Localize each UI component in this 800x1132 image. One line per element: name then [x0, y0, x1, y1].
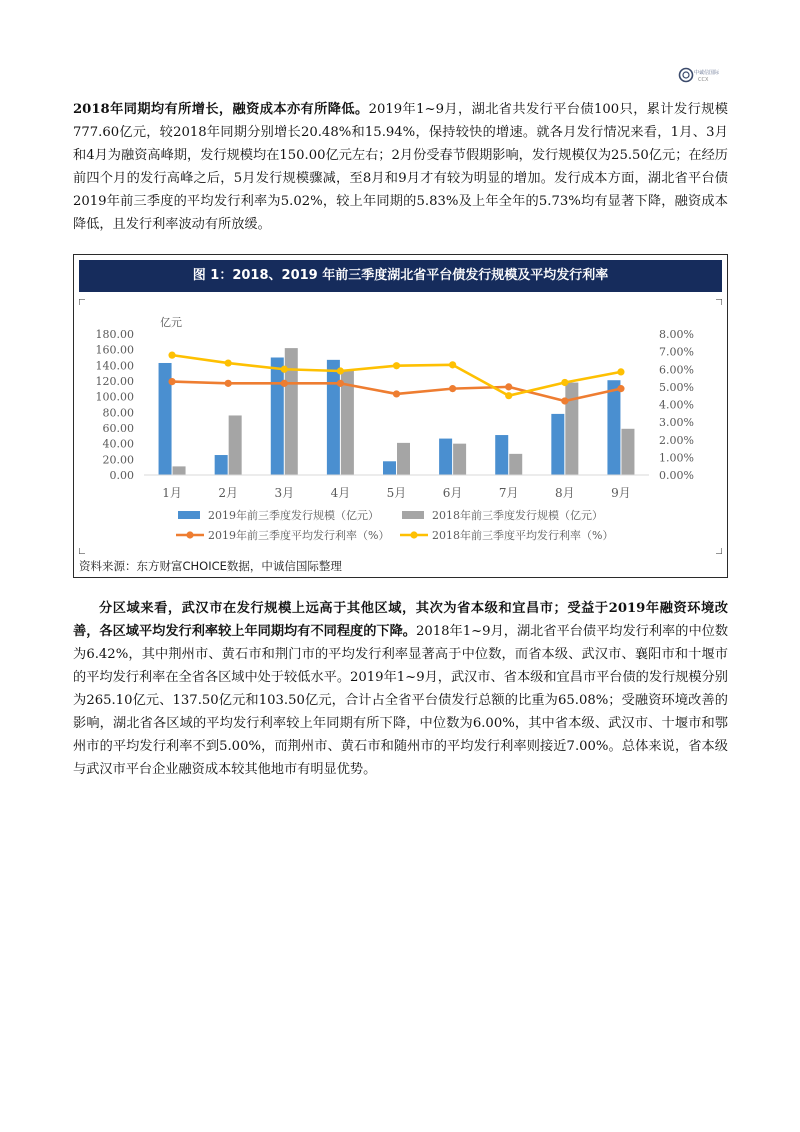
legend-label: 2019年前三季度发行规模（亿元）: [208, 509, 379, 522]
left-tick-label: 100.00: [95, 390, 134, 404]
bar-2018: [453, 444, 466, 475]
right-tick-label: 5.00%: [659, 380, 694, 394]
rate-point-2019: [168, 378, 175, 385]
left-tick-label: 140.00: [95, 359, 134, 373]
paragraph-1-body: 2019年1~9月，湖北省共发行平台债100只，累计发行规模777.60亿元，较2018年同期分别增长20.48%和15.94%，保持较快的增速。就各月发行情况来看，1月、3月和4月为融资高峰期，发行规模均在150.00亿元左右；2月份受春节假期影响，发行规模仅为25.50亿元；在经历前四个月的发行高峰之后，5月发行规模骤减，至8月和9月才有较为明显的增加。发行成本方面，湖北省平台债2019年前三季度的平均发行利率为5.02%，较上年同期的5.83%及上年全年的5.73%均有显著下降，融资成本降低，且发行利率波动有所放缓。: [73, 102, 728, 232]
category-label: 5月: [386, 486, 407, 500]
rate-point-2018: [561, 379, 568, 386]
right-tick-label: 6.00%: [659, 363, 694, 377]
rate-point-2019: [225, 380, 232, 387]
category-label: 2月: [218, 486, 238, 500]
rate-point-2019: [449, 385, 456, 392]
rate-point-2019: [281, 380, 288, 387]
legend-swatch: [178, 511, 200, 519]
left-tick-label: 60.00: [102, 422, 134, 435]
left-tick-label: 160.00: [95, 343, 134, 357]
chart: [74, 255, 727, 555]
category-label: 8月: [555, 486, 575, 500]
bar-2019: [271, 358, 284, 476]
figure-1: [73, 254, 728, 578]
rate-point-2018: [617, 368, 624, 375]
category-label: 9月: [611, 486, 631, 500]
bar-2019: [327, 360, 340, 475]
rate-point-2019: [561, 397, 568, 404]
category-label: 4月: [330, 486, 351, 500]
left-tick-label: 20.00: [102, 453, 134, 467]
logo-text-cn: 中诚信国际: [694, 70, 720, 76]
category-label: 3月: [274, 486, 295, 500]
right-tick-label: 4.00%: [659, 398, 694, 412]
rate-point-2018: [393, 362, 400, 369]
bar-2019: [215, 455, 228, 475]
bar-2019: [439, 439, 452, 475]
rate-point-2019: [505, 383, 512, 390]
rate-line-2018: [172, 355, 621, 396]
paragraph-2-body: 2018年1~9月，湖北省平台债平均发行利率的中位数为6.42%，其中荆州市、黄石市和荆门市的平均发行利率显著高于中位数，而省本级、武汉市、襄阳市和十堰市的平均发行利率在全省各区域中处于较低水平。2019年1~9月，武汉市、省本级和宜昌市平台债的发行规模分别为265.10亿元、137.50亿元和103.50亿元，合计占全省平台债发行总额的比重为65.08%；受融资环境改善的影响，湖北省各区域的平均发行利率较上年同期有所下降，中位数为6.00%，其中省本级、武汉市、十堰市和鄂州市的平均发行利率不到5.00%，而荆州市、黄石市和随州市的平均发行利率则接近7.00%。总体来说，省本级与武汉市平台企业融资成本较其他地市有明显优势。: [73, 624, 729, 777]
legend-marker: [186, 531, 193, 538]
right-tick-label: 2.00%: [659, 433, 694, 447]
legend-label: 2019年前三季度平均发行利率（%）: [208, 529, 390, 542]
bar-2018: [509, 454, 522, 475]
ccx-logo: [676, 64, 722, 90]
category-label: 7月: [498, 486, 519, 500]
rate-point-2018: [449, 361, 456, 368]
rate-point-2018: [281, 366, 288, 373]
left-tick-label: 180.00: [95, 328, 134, 341]
right-tick-label: 1.00%: [659, 451, 694, 465]
paragraph-2: [73, 597, 728, 781]
rate-point-2019: [617, 385, 624, 392]
right-tick-label: 0.00%: [659, 469, 694, 482]
ccx-logo-icon: [678, 67, 694, 83]
left-tick-label: 0.00: [109, 469, 134, 482]
rate-point-2019: [393, 390, 400, 397]
left-tick-label: 40.00: [102, 437, 134, 451]
legend-label: 2018年前三季度平均发行利率（%）: [432, 529, 614, 542]
legend-label: 2018年前三季度发行规模（亿元）: [432, 509, 603, 522]
right-tick-label: 3.00%: [659, 416, 694, 430]
bar-2018: [229, 415, 242, 475]
rate-point-2018: [505, 392, 512, 399]
left-axis-unit: 亿元: [160, 316, 182, 329]
category-label: 1月: [162, 486, 182, 500]
category-label: 6月: [442, 486, 463, 500]
figure-title: 图 1：2018、2019 年前三季度湖北省平台债发行规模及平均发行利率: [79, 260, 722, 292]
bar-2019: [607, 380, 620, 475]
bar-2018: [621, 429, 634, 475]
rate-point-2019: [337, 380, 344, 387]
rate-point-2018: [168, 352, 175, 359]
paragraph-2-lead: 分区域来看，武汉市在发行规模上远高于其他区域，其次为省本级和宜昌市；受益于2019年融资环境改善，各区域平均发行利率较上年同期均有不同程度的下降。: [73, 601, 728, 639]
right-tick-label: 8.00%: [659, 328, 694, 341]
bar-2019: [551, 414, 564, 475]
logo-text-en: CCX: [698, 77, 709, 83]
left-tick-label: 120.00: [95, 375, 134, 388]
left-tick-label: 80.00: [102, 406, 134, 420]
bar-2018: [173, 466, 186, 475]
bar-2019: [495, 435, 508, 475]
legend-swatch: [402, 511, 424, 519]
bar-2018: [397, 443, 410, 475]
rate-point-2018: [337, 367, 344, 374]
paragraph-1: [73, 98, 728, 236]
right-tick-label: 7.00%: [659, 345, 694, 359]
bar-2018: [565, 383, 578, 475]
legend-marker: [410, 531, 417, 538]
paragraph-1-lead: 2018年同期均有所增长，融资成本亦有所降低。: [73, 102, 369, 117]
figure-source: 资料来源：东方财富CHOICE数据，中诚信国际整理: [79, 559, 342, 573]
rate-point-2018: [225, 359, 232, 366]
bar-2019: [383, 461, 396, 475]
